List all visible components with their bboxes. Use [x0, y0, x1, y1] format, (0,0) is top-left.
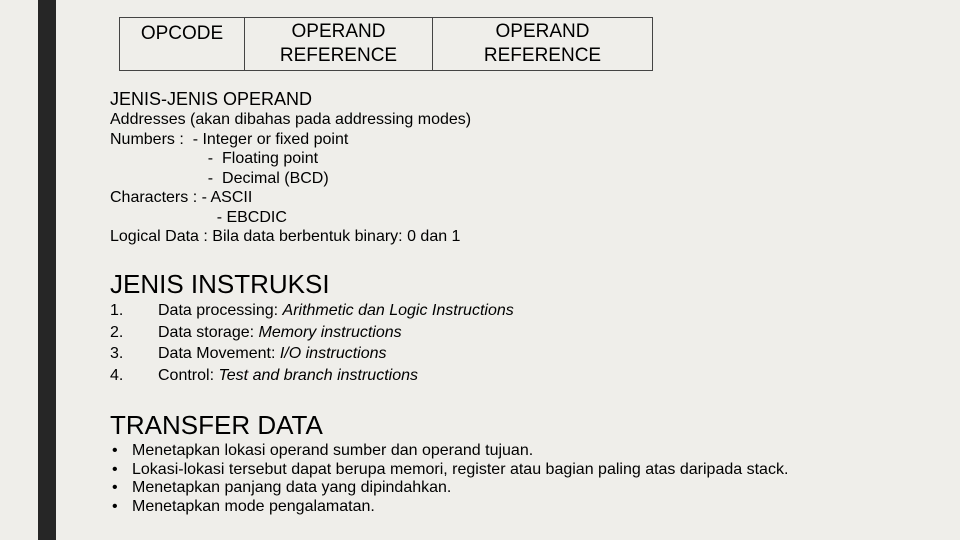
- item-detail: Test and branch instructions: [218, 366, 418, 384]
- item-number: 4.: [110, 366, 124, 384]
- item-label: Data processing:: [158, 302, 283, 319]
- operand-line: - Decimal (BCD): [110, 169, 329, 187]
- item-label: Control:: [158, 366, 219, 384]
- item-text: Lokasi-lokasi tersebut dapat berupa memori, register atau bagian paling atas daripada stack.: [132, 460, 789, 478]
- item-text: Menetapkan panjang data yang dipindahkan.: [132, 479, 452, 496]
- list-item: [110, 343, 514, 365]
- item-label: Data storage:: [158, 323, 259, 341]
- list-item: [110, 479, 788, 498]
- item-label: Data Movement:: [158, 345, 280, 362]
- operand-types-heading: JENIS-JENIS OPERAND: [110, 89, 313, 109]
- bullet-icon: •: [112, 479, 118, 496]
- instruction-format-table: [119, 17, 653, 71]
- operand-types-body: [110, 110, 471, 247]
- item-detail: Arithmetic dan Logic Instructions: [282, 302, 514, 319]
- operand-line: Logical Data : Bila data berbentuk binary: 0 dan 1: [110, 228, 461, 245]
- item-text: Menetapkan lokasi operand sumber dan operand tujuan.: [132, 442, 534, 459]
- item-detail: I/O instructions: [279, 345, 387, 362]
- list-item: [110, 461, 788, 480]
- bullet-icon: •: [112, 460, 118, 478]
- bullet-icon: •: [112, 442, 118, 459]
- operand-line: Addresses (akan dibahas pada addressing modes): [110, 111, 472, 128]
- list-item: [110, 442, 788, 461]
- operand-line: Numbers : - Integer or fixed point: [110, 130, 349, 148]
- list-item: [110, 300, 514, 322]
- operand-line: - Floating point: [110, 150, 319, 167]
- operand-line: - EBCDIC: [110, 208, 287, 226]
- bullet-icon: •: [112, 497, 118, 515]
- item-number: 2.: [110, 323, 124, 341]
- item-number: 3.: [110, 345, 124, 362]
- list-item: [110, 365, 514, 387]
- operand-reference-cell-2: OPERAND REFERENCE: [483, 21, 602, 66]
- operand-line: Characters : - ASCII: [110, 189, 253, 206]
- item-detail: Memory instructions: [258, 323, 402, 341]
- opcode-cell: OPCODE: [120, 18, 245, 70]
- transfer-data-heading: TRANSFER DATA: [110, 410, 323, 440]
- item-number: 1.: [110, 302, 124, 319]
- left-accent-bar: [38, 0, 56, 540]
- instruction-types-heading: JENIS INSTRUKSI: [110, 269, 330, 299]
- instruction-types-list: [110, 300, 514, 386]
- item-text: Menetapkan mode pengalamatan.: [132, 497, 375, 515]
- operand-reference-cell-1: OPERAND REFERENCE: [245, 18, 433, 70]
- transfer-data-list: [110, 442, 788, 516]
- list-item: [110, 498, 788, 517]
- list-item: [110, 322, 514, 344]
